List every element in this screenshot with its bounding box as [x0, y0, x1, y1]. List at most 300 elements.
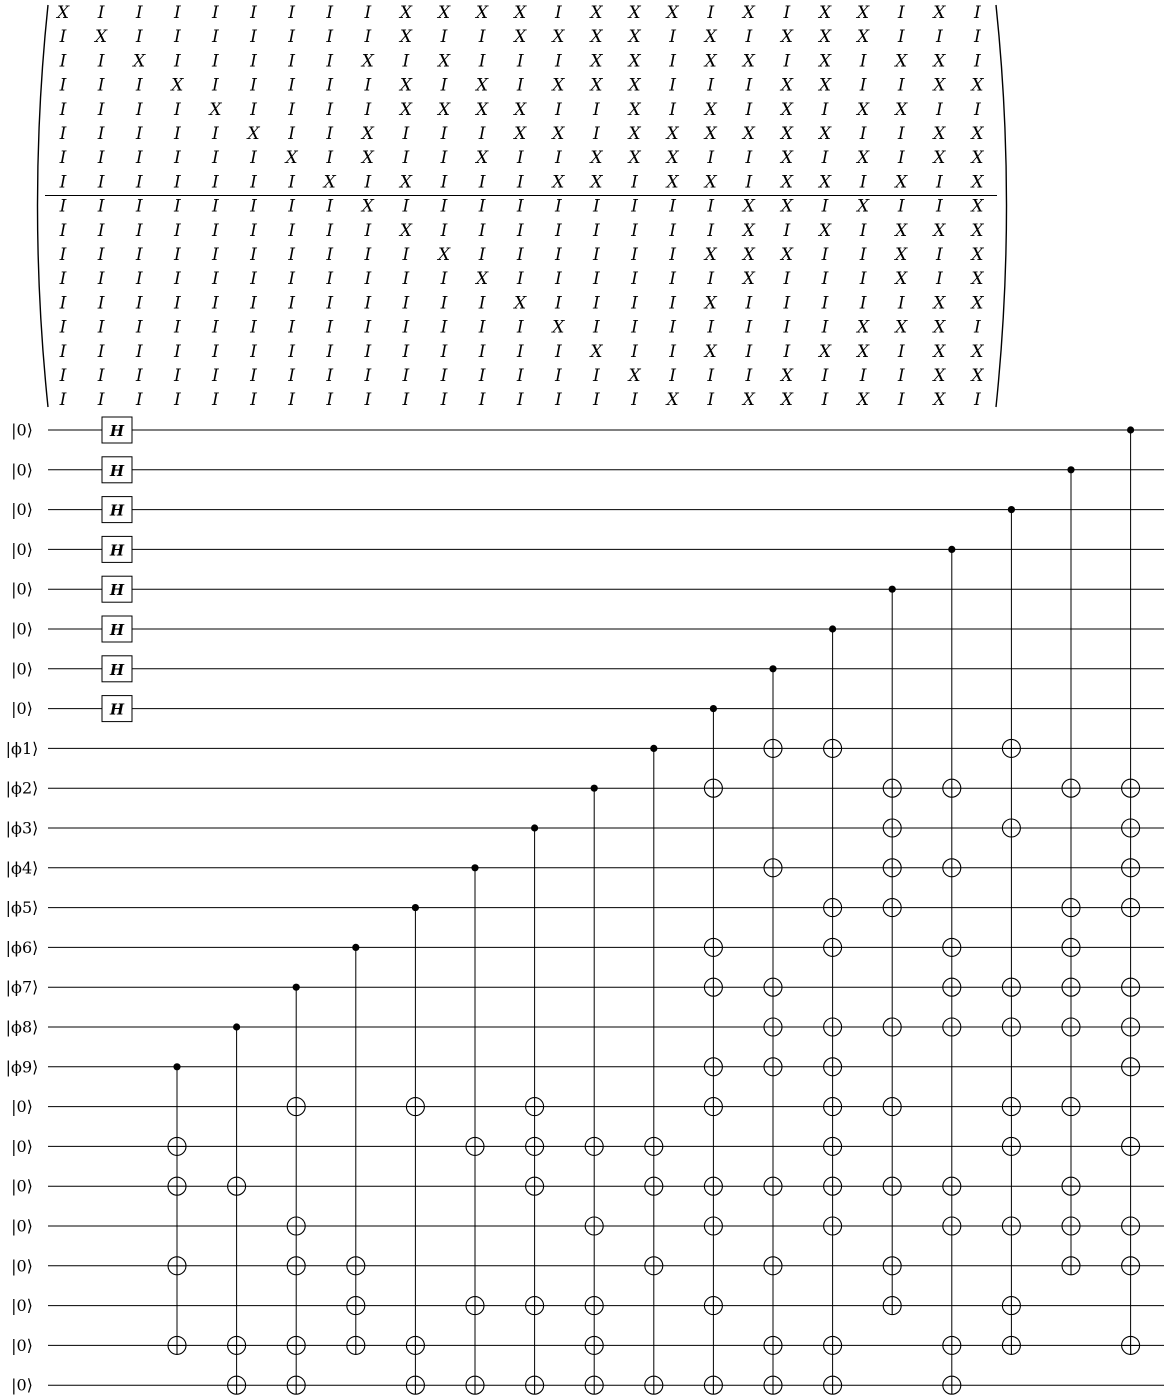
matrix-cell: I — [288, 390, 295, 411]
matrix-cell: X — [780, 366, 793, 386]
control-dot — [948, 546, 955, 553]
matrix-cell: X — [514, 99, 527, 120]
matrix-cell: I — [59, 245, 67, 265]
matrix-cell: X — [666, 3, 679, 23]
matrix-cell: I — [288, 124, 295, 144]
hadamard-label: H — [109, 621, 125, 639]
matrix-cell: X — [742, 220, 755, 241]
matrix-cell: I — [897, 75, 905, 96]
matrix-cell: I — [516, 51, 524, 72]
target-oplus — [168, 1177, 186, 1195]
matrix-cell: I — [173, 124, 181, 144]
target-oplus — [824, 938, 842, 956]
matrix-cell: I — [593, 269, 600, 290]
matrix-cell: I — [288, 341, 295, 362]
matrix-cell: I — [631, 317, 638, 338]
wire-label: |0⟩ — [11, 1256, 33, 1276]
matrix-cell: I — [821, 148, 829, 169]
matrix-cell: X — [742, 124, 755, 144]
matrix-cell: X — [514, 293, 527, 314]
matrix-cell: X — [590, 341, 603, 362]
matrix-cell: I — [250, 341, 257, 362]
matrix-cell: I — [402, 148, 410, 169]
matrix-cell: I — [173, 172, 181, 193]
matrix-cell: I — [250, 390, 257, 411]
matrix-cell: I — [250, 51, 257, 72]
matrix-cell: I — [135, 99, 143, 120]
matrix-cell: I — [859, 75, 867, 96]
matrix-cell: I — [440, 293, 448, 314]
matrix-cell: X — [818, 341, 832, 362]
wire-label: |0⟩ — [11, 420, 33, 440]
matrix-cell: I — [631, 269, 638, 290]
matrix-cell: I — [478, 390, 486, 411]
target-oplus — [1062, 1098, 1080, 1116]
matrix-cell: X — [399, 99, 412, 120]
wire-label: |ϕ3⟩ — [5, 818, 39, 838]
matrix-cell: I — [288, 245, 295, 265]
target-oplus — [645, 1257, 663, 1275]
matrix-cell: I — [364, 269, 372, 290]
matrix-cell: I — [478, 293, 486, 314]
target-oplus — [883, 1257, 901, 1275]
matrix-cell: I — [554, 99, 562, 120]
matrix-cell: X — [971, 341, 984, 362]
matrix-cell: I — [250, 3, 257, 23]
matrix-cell: I — [935, 172, 943, 193]
matrix-cell: I — [212, 3, 219, 23]
matrix-cell: I — [897, 341, 905, 362]
matrix-cell: X — [857, 3, 870, 23]
matrix-cell: I — [935, 27, 943, 48]
matrix-cell: I — [173, 390, 181, 411]
matrix-cell: I — [935, 99, 943, 120]
control-dot — [1067, 466, 1074, 473]
matrix-cell: X — [742, 390, 755, 411]
matrix-cell: I — [326, 317, 334, 338]
matrix-cell: X — [437, 3, 451, 23]
target-oplus — [287, 1098, 305, 1116]
target-oplus — [1122, 819, 1140, 837]
matrix-cell: I — [135, 196, 143, 217]
matrix-cell: I — [364, 366, 372, 386]
matrix-cell: I — [554, 341, 562, 362]
matrix-cell: I — [440, 269, 448, 290]
matrix-cell: X — [857, 196, 870, 217]
matrix-cell: I — [631, 220, 638, 241]
matrix-cell: X — [933, 317, 946, 338]
target-oplus — [228, 1177, 246, 1195]
matrix-cell: I — [478, 366, 486, 386]
matrix-cell: I — [135, 75, 143, 96]
matrix-left-bracket — [38, 5, 49, 407]
matrix-cell: X — [971, 196, 984, 217]
control-dot — [352, 944, 359, 951]
wire-label: |0⟩ — [11, 619, 33, 639]
target-oplus — [883, 1297, 901, 1315]
matrix-cell: X — [933, 124, 946, 144]
matrix-cell: I — [212, 27, 219, 48]
matrix-cell: X — [933, 3, 946, 23]
target-oplus — [883, 1177, 901, 1195]
matrix-cell: I — [250, 148, 257, 169]
matrix-cell: I — [516, 390, 524, 411]
wire-label: |0⟩ — [11, 539, 33, 559]
matrix-cell: X — [818, 3, 832, 23]
matrix-cell: I — [669, 366, 676, 386]
target-oplus — [1002, 978, 1020, 996]
matrix-cell: I — [402, 51, 410, 72]
matrix-cell: I — [897, 124, 905, 144]
matrix-cell: X — [476, 269, 489, 290]
matrix-cell: X — [361, 124, 374, 144]
target-oplus — [883, 1098, 901, 1116]
matrix-cell: I — [135, 293, 143, 314]
matrix-cell: X — [56, 3, 70, 23]
matrix-cell: X — [857, 99, 870, 120]
matrix-cell: I — [173, 148, 181, 169]
target-oplus — [1122, 899, 1140, 917]
matrix-cell: I — [593, 293, 600, 314]
matrix-cell: X — [895, 99, 908, 120]
target-oplus — [526, 1098, 544, 1116]
matrix-cell: I — [478, 317, 486, 338]
target-oplus — [347, 1257, 365, 1275]
wire-label: |0⟩ — [11, 579, 33, 599]
target-oplus — [704, 1058, 722, 1076]
matrix-cell: I — [859, 293, 867, 314]
matrix-cell: X — [933, 366, 946, 386]
hadamard-label: H — [109, 660, 125, 679]
matrix-cell: X — [895, 245, 908, 265]
matrix-cell: X — [704, 172, 717, 193]
target-oplus — [764, 1376, 782, 1394]
target-oplus — [406, 1336, 424, 1354]
matrix-cell: I — [859, 172, 867, 193]
matrix-right-bracket — [996, 5, 1007, 407]
target-oplus — [1122, 1018, 1140, 1036]
matrix-cell: X — [399, 220, 412, 241]
matrix-cell: X — [704, 99, 717, 120]
matrix-cell: X — [514, 124, 527, 144]
matrix-cell: X — [323, 172, 336, 193]
matrix-cell: I — [745, 366, 753, 386]
matrix-cell: I — [669, 293, 676, 314]
matrix-cell: I — [783, 269, 791, 290]
matrix-cell: I — [440, 148, 448, 169]
matrix-cell: X — [590, 75, 603, 96]
matrix-cell: X — [933, 51, 946, 72]
matrix-cell: I — [897, 390, 905, 411]
matrix-cell: I — [859, 220, 867, 241]
target-oplus — [943, 1376, 961, 1394]
matrix-cell: I — [59, 366, 67, 386]
matrix-cell: I — [516, 269, 524, 290]
matrix-cell: I — [516, 148, 524, 169]
target-oplus — [883, 779, 901, 797]
matrix-cell: X — [628, 366, 641, 386]
matrix-cell: I — [326, 75, 334, 96]
matrix-cell: X — [818, 51, 832, 72]
matrix-cell: X — [971, 148, 984, 169]
target-oplus — [466, 1137, 484, 1155]
matrix-cell: I — [250, 366, 257, 386]
matrix-cell: X — [971, 220, 984, 241]
matrix-cell: I — [707, 366, 715, 386]
matrix-cell: I — [554, 148, 562, 169]
matrix-cell: I — [821, 99, 829, 120]
target-oplus — [704, 1297, 722, 1315]
matrix-cell: I — [288, 172, 295, 193]
matrix-cell: I — [212, 124, 219, 144]
matrix-cell: I — [288, 75, 295, 96]
target-oplus — [1122, 1217, 1140, 1235]
matrix-cell: X — [628, 51, 641, 72]
control-dot — [829, 625, 836, 632]
matrix-cell: I — [135, 390, 143, 411]
target-oplus — [704, 1098, 722, 1116]
target-oplus — [645, 1137, 663, 1155]
matrix-cell: I — [707, 75, 715, 96]
matrix-cell: I — [59, 220, 67, 241]
matrix-cell: X — [628, 148, 641, 169]
matrix-cell: I — [440, 220, 448, 241]
matrix-cell: I — [173, 245, 181, 265]
matrix-cell: I — [593, 99, 600, 120]
matrix-cell: I — [97, 99, 105, 120]
matrix-cell: I — [173, 220, 181, 241]
matrix-cell: I — [707, 148, 715, 169]
matrix-cell: X — [780, 75, 793, 96]
matrix-cell: I — [821, 317, 829, 338]
matrix-cell: I — [97, 51, 105, 72]
wire-label: |ϕ5⟩ — [5, 898, 39, 918]
target-oplus — [1122, 779, 1140, 797]
matrix-cell: I — [402, 341, 410, 362]
target-oplus — [824, 1177, 842, 1195]
matrix-cell: I — [974, 390, 981, 411]
matrix-cell: I — [974, 317, 981, 338]
matrix-cell: X — [552, 172, 565, 193]
matrix-cell: I — [250, 220, 257, 241]
target-oplus — [943, 1177, 961, 1195]
matrix-cell: X — [971, 293, 984, 314]
matrix-cell: I — [974, 51, 981, 72]
matrix-cell: I — [669, 196, 676, 217]
target-oplus — [764, 739, 782, 757]
matrix-cell: X — [933, 148, 946, 169]
matrix-cell: X — [704, 293, 717, 314]
matrix-cell: I — [288, 27, 295, 48]
wire-label: |ϕ4⟩ — [5, 858, 39, 878]
matrix-cell: I — [707, 269, 715, 290]
matrix-cell: I — [669, 220, 676, 241]
matrix-cell: I — [440, 75, 448, 96]
matrix-cell: X — [780, 27, 793, 48]
matrix-cell: X — [247, 124, 260, 144]
target-oplus — [1122, 1336, 1140, 1354]
matrix-cell: X — [857, 27, 870, 48]
matrix-cell: I — [935, 245, 943, 265]
matrix-cell: I — [135, 27, 143, 48]
matrix-cell: I — [135, 148, 143, 169]
matrix-cell: I — [593, 317, 600, 338]
control-dot — [531, 824, 538, 831]
matrix-cell: X — [666, 390, 679, 411]
matrix-cell: X — [857, 390, 870, 411]
target-oplus — [287, 1257, 305, 1275]
matrix-cell: I — [364, 245, 372, 265]
matrix-cell: X — [590, 27, 603, 48]
control-dot — [173, 1063, 180, 1070]
matrix-cell: I — [97, 245, 105, 265]
matrix-cell: I — [173, 293, 181, 314]
matrix-cell: I — [478, 220, 486, 241]
matrix-cell: I — [631, 196, 638, 217]
matrix-cell: X — [437, 99, 451, 120]
matrix-cell: I — [859, 366, 867, 386]
matrix-cell: I — [516, 172, 524, 193]
control-dot — [1127, 426, 1134, 433]
target-oplus — [824, 1336, 842, 1354]
target-oplus — [704, 1376, 722, 1394]
target-oplus — [764, 1018, 782, 1036]
target-oplus — [824, 739, 842, 757]
matrix-cell: X — [95, 27, 108, 48]
matrix-cell: I — [554, 366, 562, 386]
matrix-cell: X — [742, 269, 755, 290]
matrix-cell: I — [59, 99, 67, 120]
matrix-cell: X — [742, 3, 755, 23]
matrix-cell: I — [326, 269, 334, 290]
control-dot — [1008, 506, 1015, 513]
matrix-cell: I — [707, 317, 715, 338]
matrix-cell: I — [326, 220, 334, 241]
matrix-cell: I — [554, 390, 562, 411]
target-oplus — [1122, 859, 1140, 877]
matrix-cell: I — [974, 99, 981, 120]
matrix-cell: I — [173, 269, 181, 290]
matrix-cell: I — [250, 245, 257, 265]
matrix-cell: I — [897, 148, 905, 169]
matrix-cell: I — [516, 220, 524, 241]
target-oplus — [764, 1058, 782, 1076]
matrix-cell: I — [821, 196, 829, 217]
target-oplus — [883, 899, 901, 917]
target-oplus — [1002, 1336, 1020, 1354]
matrix-cell: I — [97, 390, 105, 411]
matrix-cell: I — [745, 317, 753, 338]
matrix-cell: I — [554, 245, 562, 265]
target-oplus — [645, 1376, 663, 1394]
target-oplus — [1062, 779, 1080, 797]
matrix-cell: X — [857, 341, 870, 362]
matrix-cell: I — [783, 3, 791, 23]
target-oplus — [704, 938, 722, 956]
matrix-cell: X — [666, 172, 679, 193]
matrix-cell: I — [821, 293, 829, 314]
matrix-cell: I — [326, 27, 334, 48]
target-oplus — [1062, 1257, 1080, 1275]
matrix-cell: I — [440, 172, 448, 193]
wire-label: |ϕ1⟩ — [5, 738, 39, 758]
matrix-cell: I — [288, 317, 295, 338]
matrix-cell: I — [364, 27, 372, 48]
matrix-cell: I — [97, 124, 105, 144]
matrix-cell: I — [288, 3, 295, 23]
matrix-cell: I — [897, 366, 905, 386]
matrix-cell: I — [326, 148, 334, 169]
matrix-cell: X — [780, 390, 793, 411]
target-oplus — [943, 1217, 961, 1235]
hadamard-label: H — [109, 461, 125, 480]
matrix-cell: I — [554, 196, 562, 217]
target-oplus — [824, 1137, 842, 1155]
matrix-cell: X — [704, 124, 717, 144]
matrix-cell: I — [745, 148, 753, 169]
matrix-cell: I — [97, 269, 105, 290]
control-dot — [710, 705, 717, 712]
matrix-cell: I — [631, 172, 638, 193]
matrix-cell: I — [897, 293, 905, 314]
matrix-cell: I — [516, 317, 524, 338]
matrix-cell: I — [593, 245, 600, 265]
target-oplus — [1062, 1217, 1080, 1235]
matrix-cell: X — [476, 75, 489, 96]
matrix-cell: X — [133, 51, 146, 72]
matrix-cell: I — [402, 269, 410, 290]
target-oplus — [526, 1297, 544, 1315]
matrix-cell: X — [704, 245, 717, 265]
target-oplus — [287, 1376, 305, 1394]
control-dot — [412, 904, 419, 911]
matrix-cell: I — [897, 27, 905, 48]
matrix-cell: X — [780, 99, 793, 120]
matrix-cell: I — [478, 172, 486, 193]
hadamard-label: H — [109, 422, 125, 440]
target-oplus — [943, 938, 961, 956]
matrix-cell: I — [554, 3, 562, 23]
matrix-cell: I — [135, 172, 143, 193]
target-oplus — [168, 1257, 186, 1275]
matrix-cell: I — [783, 51, 791, 72]
matrix-cell: X — [437, 245, 451, 265]
matrix-cell: I — [516, 341, 524, 362]
matrix-cell: X — [933, 220, 946, 241]
matrix-cell: I — [59, 269, 67, 290]
matrix-cell: I — [250, 27, 257, 48]
matrix-cell: I — [440, 27, 448, 48]
matrix-cell: I — [859, 51, 867, 72]
control-dot — [769, 665, 776, 672]
matrix-cell: I — [516, 245, 524, 265]
target-oplus — [1002, 1137, 1020, 1155]
wire-label: |ϕ6⟩ — [5, 937, 39, 957]
target-oplus — [883, 859, 901, 877]
matrix-cell: I — [669, 245, 676, 265]
matrix-cell: I — [402, 124, 410, 144]
matrix-cell: I — [593, 196, 600, 217]
target-oplus — [585, 1376, 603, 1394]
matrix-cell: I — [859, 269, 867, 290]
matrix-cell: I — [97, 172, 105, 193]
matrix-cell: I — [173, 196, 181, 217]
wire-label: |0⟩ — [11, 1097, 33, 1117]
wire-label: |ϕ2⟩ — [5, 778, 39, 798]
matrix-cell: I — [669, 341, 676, 362]
matrix-cell: X — [780, 245, 793, 265]
target-oplus — [1062, 938, 1080, 956]
